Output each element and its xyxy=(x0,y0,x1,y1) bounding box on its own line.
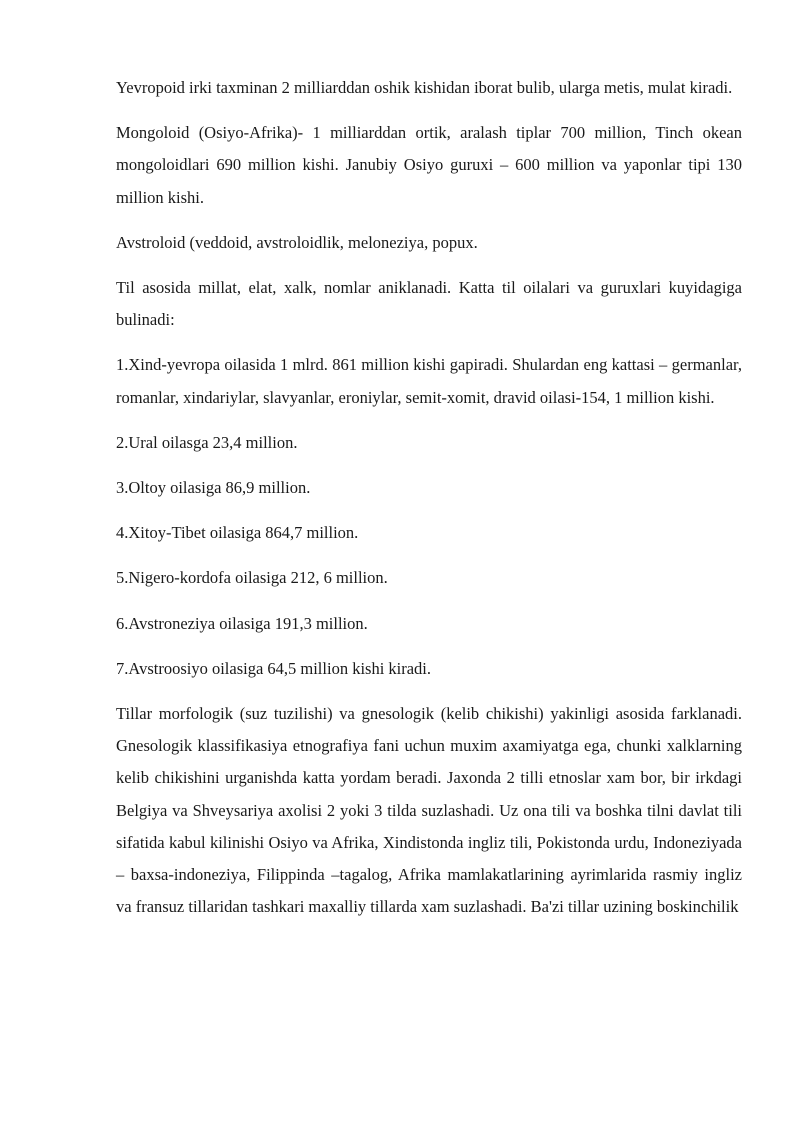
paragraph-yevropoid: Yevropoid irki taxminan 2 milliarddan oshik kishidan iborat bulib, ularga metis, mulat kiradi. xyxy=(116,78,733,97)
paragraph-language-families-intro: Til asosida millat, elat, xalk, nomlar aniklanadi. Katta til oilalari va guruxlari kuyidagiga bulinadi: xyxy=(116,278,742,330)
list-item-altai: 3.Oltoy oilasiga 86,9 million. xyxy=(116,478,311,498)
paragraph-language-classification: Tillar morfologik (suz tuzilishi) va gnesologik (kelib chikishi) yakinligi asosida farklanadi. Gnesologik klassifikasiya etnografiya fani uchun muxim axamiyatga ega, chunki xalklarning kelib chikishini urganishda katta yordam beradi. Jaxonda 2 tilli etnoslar xam bor, bir irkdagi Belgiya va Shveysariya axolisi 2 yoki 3 tilda suzlashadi. Uz ona tili va boshka tilni davlat tili sifatida kabul kilinishi Osiyo va Afrika, Xindistonda ingliz tili, Pokistonda urdu, Indoneziyada – baxsa-indoneziya, Filippinda –tagalog, Afrika mamlakatlarining ayrimlarida rasmiy ingliz va fransuz tillaridan tashkari maxalliy tillarda xam suzlashadi. Ba'zi tillar uzining boskinchilik xyxy=(116,704,742,917)
list-item-austroasiatic: 7.Avstroosiyo oilasiga 64,5 million kishi kiradi. xyxy=(116,658,432,678)
paragraph-mongoloid: Mongoloid (Osiyo-Afrika)- 1 milliarddan ortik, aralash tiplar 700 million, Tinch okean mongoloidlari 690 million kishi. Janubiy Osiyo guruxi – 600 million va yaponlar tipi 130 million kishi. xyxy=(116,123,742,207)
document-page xyxy=(116,72,742,923)
list-item-indo-european: 1.Xind-yevropa oilasida 1 mlrd. 861 million kishi gapiradi. Shulardan eng kattasi – germanlar, romanlar, xindariylar, slavyanlar, eroniylar, semit-xomit, dravid oilasi-154, 1 million kishi. xyxy=(116,355,742,407)
list-item-sino-tibetan: 4.Xitoy-Tibet oilasiga 864,7 million. xyxy=(116,523,359,543)
list-item-austronesian: 6.Avstroneziya oilasiga 191,3 million. xyxy=(116,613,368,633)
list-item-ural: 2.Ural oilasga 23,4 million. xyxy=(116,432,298,452)
list-item-niger-kordofan: 5.Nigero-kordofa oilasiga 212, 6 million. xyxy=(116,568,388,588)
paragraph-avstroloid: Avstroloid (veddoid, avstroloidlik, meloneziya, popux. xyxy=(116,232,478,252)
